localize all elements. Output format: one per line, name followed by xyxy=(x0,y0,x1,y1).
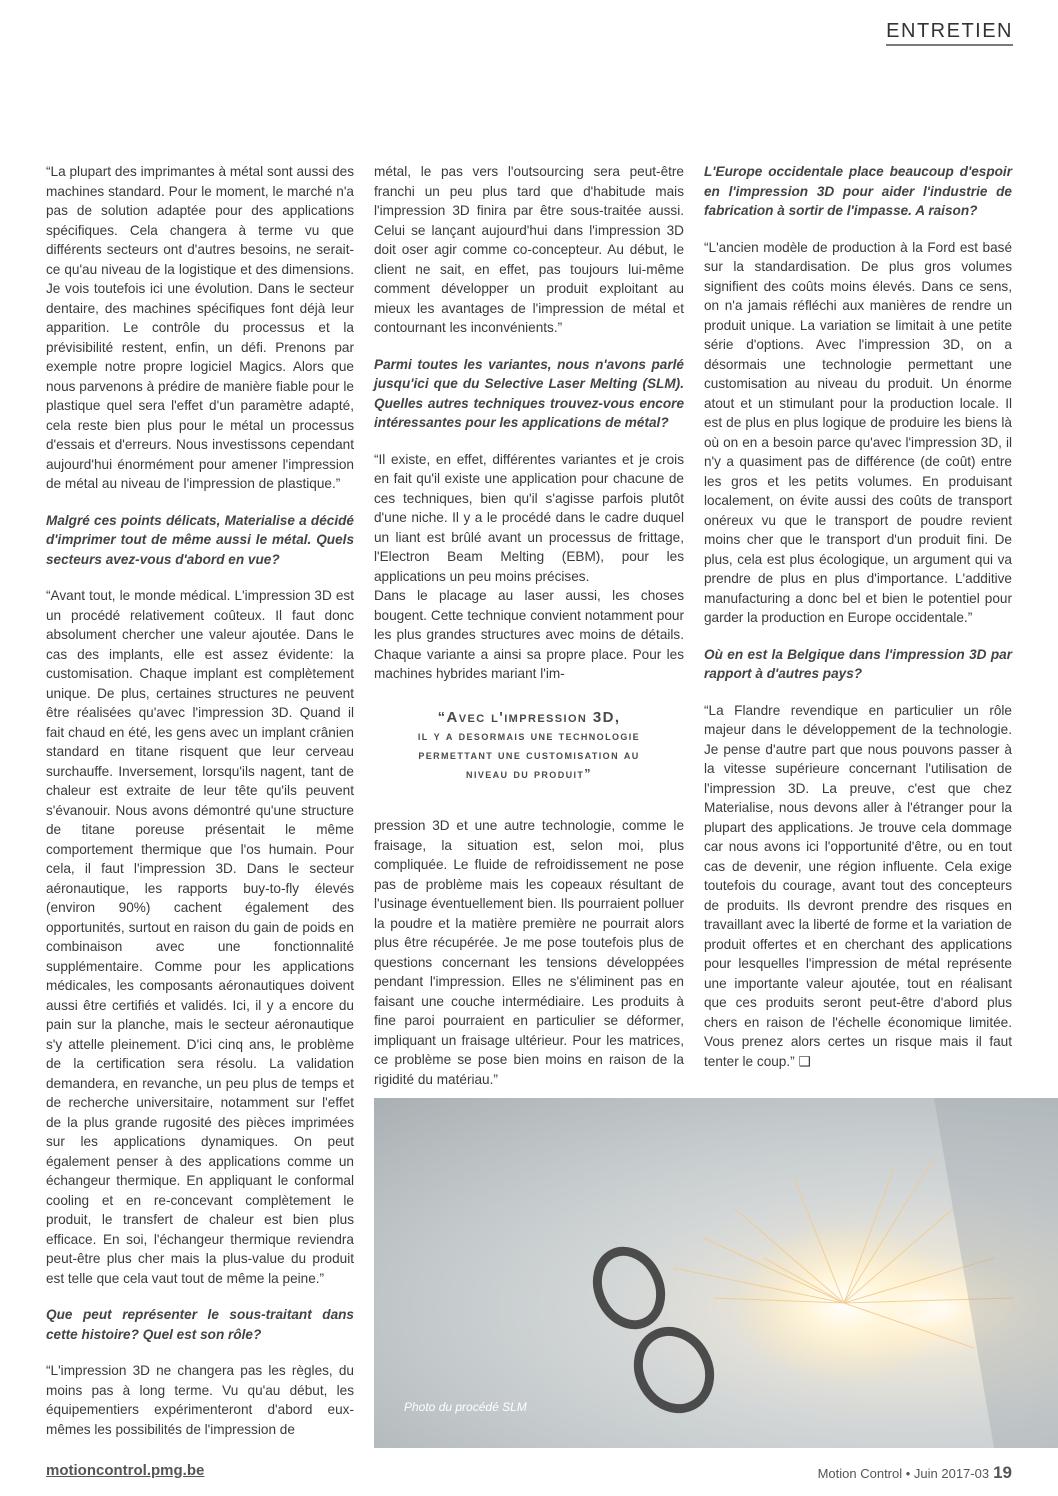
paragraph: métal, le pas vers l'outsourcing sera peut-être franchi un peu plus tard que d'habitude mais l'impression 3D finira par être sous-traitée aussi. Celui se lançant aujourd'hui dans l'impression 3D doit oser agir comme co-concepteur. Au début, le client ne sait, en effet, pas toujours lui-même comment développer un produit exploitant au mieux les avantages de l'impression de métal et contournant les inconvénients.” xyxy=(374,164,684,335)
pull-quote-line: il y a desormais une technologie xyxy=(417,729,641,743)
article-column-2-continued xyxy=(374,816,684,1089)
interview-question: Que peut représenter le sous-traitant dans cette histoire? Quel est son rôle? xyxy=(46,1307,354,1342)
paragraph: “La Flandre revendique en particulier un rôle majeur dans le développement de la technologie. Je pense d'autre part que nous pouvons passer à la vitesse supérieure concernant l'utilisation de l'impression 3D. La preuve, c'est que chez Materialise, nous devons aller à l'étranger pour la plupart des applications. Je trouve cela dommage car nous avons ici l'opportunité d'être, ou en tout cas de devenir, une région influente. Cela exige toutefois du courage, avant tout des concepteurs de produits. Ils devront prendre des risques en travaillant avec la liberté de forme et la variation de produit offertes et en cherchant des applications pour lesquelles l'impression de métal représente une importante valeur ajoutée, tout en réalisant que ces produits seront peut-être d'abord plus chers en raison de l'échelle économique limitée. Vous prenez alors certes un risque mais il faut tenter le coup.” ❑ xyxy=(704,702,1012,1069)
footer-website-link[interactable]: motioncontrol.pmg.be xyxy=(46,1462,205,1479)
section-label: ENTRETIEN xyxy=(886,20,1013,46)
shadow-area xyxy=(934,1098,1058,1448)
article-column-2 xyxy=(374,162,684,684)
photo-illustration xyxy=(374,1098,1058,1448)
interview-question: Où en est la Belgique dans l'impression 3D par rapport à d'autres pays? xyxy=(704,646,1012,681)
photo-caption: Photo du procédé SLM xyxy=(404,1400,527,1414)
paragraph: pression 3D et une autre technologie, comme le fraisage, la situation est, selon moi, plus compliquée. Le fluide de refroidissement ne pose pas de problème mais les copeaux résultant de l'usinage éventuellement bien. Ils pourraient polluer la poudre et la matière première ne pourrait alors plus être récupérée. Je me pose toutefois plus de questions concernant les tensions développées pendant l'impression. Elles ne s'éliminent pas en faisant une couche intermédiaire. Les produits à fine paroi pourraient en particulier se déformer, impliquant un fraisage ultérieur. Pour les matrices, ce problème se pose bien moins en raison de la rigidité du matériau.” xyxy=(374,818,684,1087)
paragraph: Dans le placage au laser aussi, les choses bougent. Cette technique convient notamment pour les plus grandes structures avec moins de détails. Chaque variante a ainsi sa propre place. Pour les machines hybrides mariant l'im- xyxy=(374,588,684,681)
pull-quote-line: niveau du produit” xyxy=(466,767,592,781)
paragraph: “L'ancien modèle de production à la Ford est basé sur la standardisation. De plus gros volumes signifient des coûts moins élevés. Dans ce sens, on n'a jamais réfléchi aux manières de rendre un produit unique. La variation se limitait à une petite série d'options. Avec l'impression 3D, on a désormais une technologie permettant une customisation au niveau du produit. Un énorme atout et un stimulant pour la production locale. Il est de plus en plus logique de produire les biens là où on en a besoin parce qu'avec l'impression 3D, il n'y a quasiment pas de différence (de coût) entre les gros et les petits volumes. En produisant localement, on évite aussi des coûts de transport onéreux vu que le transport de poudre revient moins cher que le transport d'un produit fini. De plus, cela est plus écologique, un argument qui va prendre de plus en plus d'importance. L'additive manufacturing a donc bel et bien le potentiel pour garder la production en Europe occidentale.” xyxy=(704,239,1012,625)
slm-process-photo xyxy=(374,1098,1058,1448)
paragraph: “La plupart des imprimantes à métal sont aussi des machines standard. Pour le moment, le marché n'a pas de solution adaptée pour des applications spécifiques. Cela changera à terme vu que différents secteurs ont d'autres besoins, ne serait-ce qu'au niveau de la logistique et des dimensions. Je vois toutefois ici une évolution. Dans le secteur dentaire, des machines spécifiques font déjà leur apparition. Le contrôle du processus et la prévisibilité restent, enfin, un défi. Prenons par exemple notre propre logiciel Magics. Alors que nous parvenons à prédire de manière fiable pour le plastique quel sera l'effet d'un paramètre adapté, cela reste bien plus pour le métal un processus d'essais et d'erreurs. Nous investissons cependant aujourd'hui énormément pour amener l'impression de métal au niveau de l'impression de plastique.” xyxy=(46,164,354,491)
paragraph: “Il existe, en effet, différentes variantes et je crois en fait qu'il existe une application pour chacune de ces techniques, bien qu'il s'agisse parfois plutôt d'une niche. Il y a le procédé dans le cadre duquel un liant est brûlé avant un processus de frittage, l'Electron Beam Melting (EBM), pour les applications un peu moins précises. xyxy=(374,451,684,584)
issue-label: Motion Control • Juin 2017-03 xyxy=(817,1466,990,1481)
paragraph: “Avant tout, le monde médical. L'impression 3D est un procédé relativement coûteux. Il faut donc absolument chercher une valeur ajoutée. Dans le cas des implants, elle est assez évidente: la customisation. Chaque implant est complètement unique. De plus, certaines structures ne peuvent être réalisées qu'avec l'impression 3D. Quand il fait chaud en été, les gens avec un implant crânien standard en titane risquent que leur cerveau surchauffe. Inversement, lorsqu'ils nagent, tant de chaleur est extraite de leur tête qu'ils peuvent s'évanouir. Nous avons démontré qu'une structure de titane poreuse présentait le même comportement thermique que l'os humain. Pour cela, il faut l'impression 3D. Dans le secteur aéronautique, les rapports buy-to-fly élevés (environ 90%) cachent également des opportunités, surtout en raison du gain de poids en combinaison avec une fonctionnalité supplémentaire. Comme pour les applications médicales, les composants aéronautiques doivent aussi être certifiés et validés. Ici, il y a encore du pain sur la planche, mais le secteur aéronautique s'y attelle pleinement. D'ici cinq ans, le problème de la certification sera résolu. La validation demandera, en revanche, un peu plus de temps et de recherche universitaire, notamment sur l'effet de la plus grande rugosité des pièces imprimées sur les applications dynamiques. On peut également penser à des applications comme un échangeur thermique. En appliquant le conformal cooling et en re-concevant complètement le produit, le transfert de chaleur est bien plus efficace. En soi, l'échangeur thermique reviendra peut-être plus cher mais la plus-value du produit est telle que cela vaut tout de même la peine.” xyxy=(46,588,354,1286)
melted-ring-lower xyxy=(625,1318,724,1421)
paragraph: “L'impression 3D ne changera pas les règles, du moins pas à long terme. Vu qu'au début, les équipementiers expérimenteront d'abord eux-mêmes les possibilités de l'impression de xyxy=(46,1363,354,1437)
pull-quote xyxy=(374,708,684,784)
pull-quote-line: “Avec l'impression 3D, xyxy=(437,709,621,726)
footer-issue xyxy=(818,1463,1012,1483)
interview-question: Parmi toutes les variantes, nous n'avons parlé jusqu'ici que du Selective Laser Melting (SLM). Quelles autres techniques trouvez-vous encore intéressantes pour les applications de métal? xyxy=(374,356,684,430)
interview-question: L'Europe occidentale place beaucoup d'espoir en l'impression 3D pour aider l'industrie de fabrication à sortir de l'impasse. A raison? xyxy=(704,164,1012,218)
pull-quote-line: permettant une customisation au xyxy=(418,748,640,762)
article-column-1 xyxy=(46,162,354,1439)
interview-question: Malgré ces points délicats, Materialise a décidé d'imprimer tout de même aussi le métal. Quels secteurs avez-vous d'abord en vue? xyxy=(46,512,354,567)
article-column-3 xyxy=(704,162,1012,1071)
page-number: 19 xyxy=(993,1463,1012,1482)
melted-ring-upper xyxy=(586,1241,672,1335)
